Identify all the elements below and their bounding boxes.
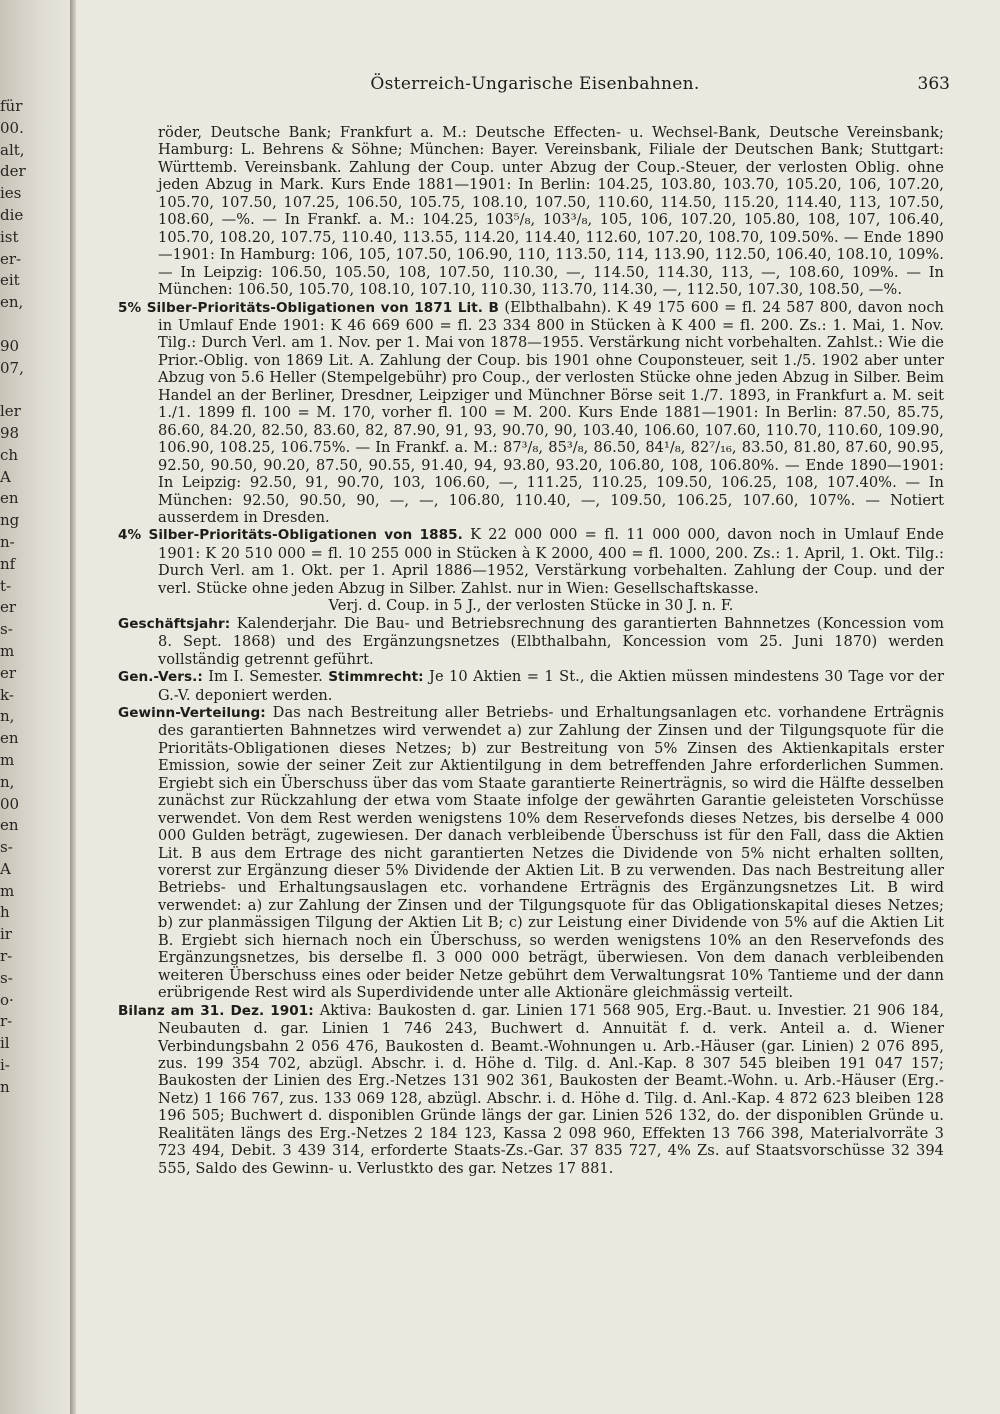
- section-5pct-bonds: [118, 299, 944, 527]
- facing-page-fragments: für 00. alt, der ies die ist er- eit en, 90 07, ler 98 ch A en ng n- nf t- er s- m er k- n, en m n, 00 en s- A m h ir r- s- o· r- il i- n: [0, 97, 26, 1096]
- section-label: Bilanz am 31. Dez. 1901:: [118, 1002, 314, 1019]
- section-text: Aktiva: Baukosten d. gar. Linien 171 568 905, Erg.-Baut. u. Investier. 21 906 184, Neubauten d. gar. Linien 1 746 243, Buchwert d. Annuität f. d. verk. Anteil a. d. Wiener Verbindungsbahn 2 056 476, Baukosten d. Beamt.-Wohnungen u. Arb.-Häuser (gar. Linien) 2 076 895, zus. 199 354 702, abzügl. Abschr. i. d. Höhe d. Tilg. d. Anl.-Kap. 8 307 545 bleiben 191 047 157; Baukosten der Linien des Erg.-Netzes 131 902 361, Baukosten der Beamt.-Wohn. u. Arb.-Häuser (Erg.-Netz) 1 166 767, zus. 133 069 128, abzügl. Abschr. i. d. Höhe d. Tilg. d. Anl.-Kap. 4 872 623 bleiben 128 196 505; Buchwert d. disponiblen Gründe längs der gar. Linien 526 132, do. der disponiblen Gründe u. Realitäten längs des Erg.-Netzes 2 184 123, Kassa 2 098 960, Effekten 13 766 398, Materialvorräte 3 723 494, Debit. 3 439 314, erforderte Staats-Zs.-Gar. 37 835 727, 4% Zs. auf Staatsvorschüsse 32 394 555, Saldo des Gewinn- u. Verlustkto des gar. Netzes 17 881.: [158, 1001, 945, 1177]
- section-4pct-bonds: [118, 526, 944, 597]
- section-general-meeting: [118, 668, 944, 704]
- section-business-year: [118, 615, 944, 668]
- section-text: Je 10 Aktien = 1 St., die Aktien müssen mindestens 30 Tage vor der G.-V. deponiert werden.: [158, 668, 945, 704]
- book-gutter: [70, 0, 76, 1414]
- section-title: 4% Silber-Prioritäts-Obligationen von 1885.: [118, 527, 463, 544]
- page-body: [118, 124, 944, 1177]
- page-header: [120, 74, 950, 100]
- section-text: (Elbthalbahn). K 49 175 600 = fl. 24 587 800, davon noch in Umlauf Ende 1901: K 46 669 600 = fl. 23 334 800 in Stücken à K 400 = fl. 200. Zs.: 1. Mai, 1. Nov. Tilg.: Durch Verl. am 1. Nov. per 1. Mai von 1878—1955. Verstärkung nicht vorbehalten. Zahlst.: Wie die Prior.-Oblig. von 1869 Lit. A. Zahlung der Coup. bis 1901 ohne Couponsteuer, seit 1./5. 1902 aber unter Abzug von 5.6 Heller (Stempelgebühr) pro Coup., der verlosten Stücke ohne jeden Abzug in Silber. Beim Handel an der Berliner, Dresdner, Leipziger und Münchner Börse seit 1./7. 1893, in Frankfurt a. M. seit 1./1. 1899 fl. 100 = M. 170, vorher fl. 100 = M. 200. Kurs Ende 1881—1901: In Berlin: 87.50, 85.75, 86.60, 84.20, 82.50, 83.60, 82, 87.90, 91, 93, 90.70, 90, 103.40, 106.60, 107.60, 110.70, 110.60, 109.90, 106.90, 108.25, 106.75%. — In Frankf. a. M.: 87³/₈, 85³/₈, 86.50, 84¹/₈, 82⁷/₁₆, 83.50, 81.80, 87.60, 90.95, 92.50, 90.50, 90.20, 87.50, 90.55, 91.40, 94, 93.80, 93.20, 106.80, 108, 106.80%. — Ende 1890—1901: In Leipzig: 92.50, 91, 90.70, 103, 106.60, —, 111.25, 110.25, 109.50, 106.25, 108, 107.40%. — In München: 92.50, 90.50, 90, —, —, 106.80, 110.40, —, 109.50, 106.25, 107.60, 107%. — Notiert ausserdem in Dresden.: [158, 298, 945, 526]
- section-text: Im I. Semester.: [202, 668, 329, 686]
- running-title: Österreich-Ungarische Eisenbahnen.: [370, 74, 700, 94]
- page-number: 363: [917, 74, 950, 94]
- coupon-limitation-note: Verj. d. Coup. in 5 J., der verlosten Stücke in 30 J. n. F.: [328, 597, 734, 615]
- section-label: Gen.-Vers.:: [118, 669, 203, 686]
- section-text: Kalenderjahr. Die Bau- und Betriebsrechnung des garantierten Bahnnetzes (Koncession vom 8. Sept. 1868) und des Ergänzungsnetzes (Elbthalbahn, Koncession vom 25. Juni 1870) werden vollständig getrennt geführt.: [158, 614, 944, 668]
- voting-right-label: Stimmrecht:: [328, 669, 424, 686]
- section-title: 5% Silber-Prioritäts-Obligationen von 1871 Lit. B: [118, 299, 499, 316]
- section-text: K 22 000 000 = fl. 11 000 000, davon noch in Umlauf Ende 1901: K 20 510 000 = fl. 10 255 000 in Stücken à K 2000, 400 = fl. 1000, 200. Zs.: 1. April, 1. Okt. Tilg.: Durch Verl. am 1. Okt. per 1. April 1886—1952, Verstärkung vorbehalten. Zahlung der Coup. und der verl. Stücke ohne jeden Abzug in Silber. Zahlst. nur in Wien: Gesellschaftskasse.: [158, 526, 944, 597]
- section-label: Gewinn-Verteilung:: [118, 704, 266, 721]
- section-profit-distribution: [118, 704, 944, 1002]
- section-label: Geschäftsjahr:: [118, 615, 231, 632]
- paragraph-intro: röder, Deutsche Bank; Frankfurt a. M.: Deutsche Effecten- u. Wechsel-Bank, Deutsche Vereinsbank; Hamburg: L. Behrens & Söhne; München: Bayer. Vereinsbank, Filiale der Deutschen Bank; Stuttgart: Württemb. Vereinsbank. Zahlung der Coup. unter Abzug der Coup.-Steuer, der verlosten Oblig. ohne jeden Abzug in Mark. Kurs Ende 1881—1901: In Berlin: 104.25, 103.80, 103.70, 105.20, 106, 107.20, 105.70, 107.50, 107.25, 106.50, 105.75, 108.10, 107.50, 110.60, 114.50, 115.20, 114.40, 113, 107.50, 108.60, —%. — In Frankf. a. M.: 104.25, 103⁵/₈, 103³/₈, 105, 106, 107.20, 105.80, 108, 107, 106.40, 105.70, 108.20, 107.75, 110.40, 113.55, 114.20, 114.40, 112.60, 107.20, 108.70, 109.50%. — Ende 1890—1901: In Hamburg: 106, 105, 107.50, 106.90, 110, 113.50, 114, 113.90, 112.50, 106.40, 108.10, 109%. — In Leipzig: 106.50, 105.50, 108, 107.50, 110.30, —, 114.50, 114.30, 113, —, 108.60, 109%. — In München: 106.50, 105.70, 108.10, 107.10, 110.30, 113.70, 114.30, —, 112.50, 107.30, 108.50, —%.: [158, 124, 944, 299]
- section-text: Das nach Bestreitung aller Betriebs- und Erhaltungsanlagen etc. vorhandene Erträgnis des garantierten Bahnnetzes wird verwendet a) zur Zahlung der Zinsen und der Tilgungsquote für die Prioritäts-Obligationen dieses Netzes; b) zur Bestreitung von 5% Zinsen des Aktienkapitals erster Emission, sowie der seiner Zeit zur Aktientilgung in dem betreffenden Jahre erforderlichen Summen. Ergiebt sich ein Überschuss über das vom Staate garantierte Reinerträgnis, so wird die Hälfte desselben zunächst zur Rückzahlung der etwa vom Staate infolge der gewährten Garantie geleisteten Vorschüsse verwendet. Von dem Rest werden wenigstens 10% dem Reservefonds dieses Netzes, bis derselbe 4 000 000 Gulden beträgt, zugewiesen. Der danach verbleibende Überschuss ist für den Fall, dass die Aktien Lit. B aus dem Ertrage des nicht garantierten Netzes die Dividende von 5% nicht erhalten sollten, vorerst zur Ergänzung dieser 5% Dividende der Aktien Lit. B zu verwenden. Das nach Bestreitung aller Betriebs- und Erhaltungsauslagen etc. vorhandene Erträgnis des Ergänzungsnetzes Lit. B wird verwendet: a) zur Zahlung der Zinsen und der Tilgungsquote für das Obligationskapital dieses Netzes; b) zur planmässigen Tilgung der Aktien Lit B; c) zur Leistung einer Dividende von 5% auf die Aktien Lit B. Ergiebt sich hiernach noch ein Überschuss, so werden wenigstens 10% an den Reservefonds des Ergänzungsnetzes, bis derselbe fl. 3 000 000 beträgt, überwiesen. Von dem danach verbleibenden weiteren Überschuss eines oder beider Netze gebührt dem Verwaltungsrat 10% Tantieme und der dann erübrigende Rest wird als Superdividende unter alle Aktionäre gleichmässig verteilt.: [158, 703, 944, 1002]
- section-balance-sheet: [118, 1002, 944, 1178]
